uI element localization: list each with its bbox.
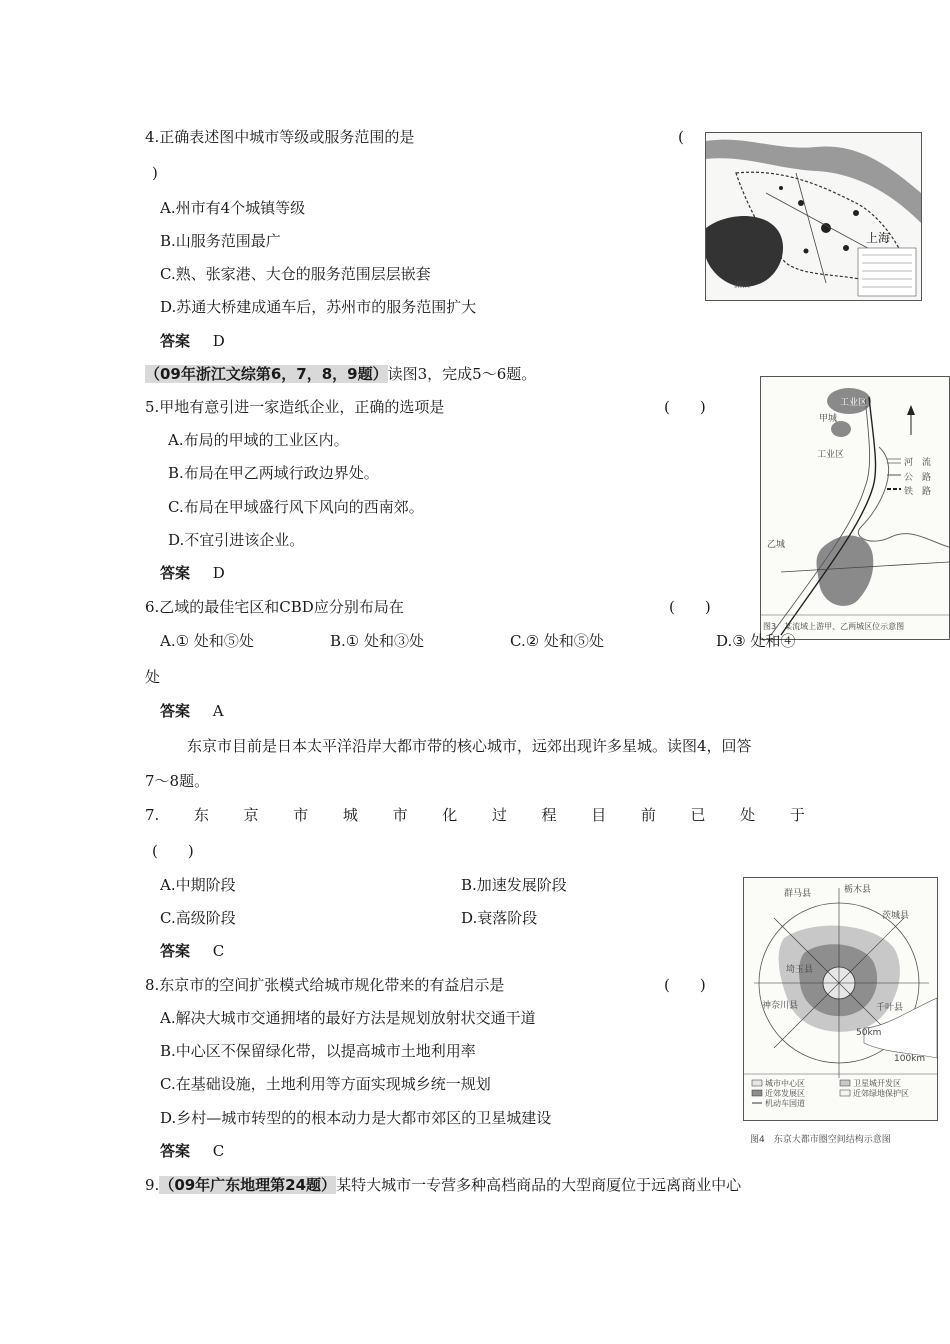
q5-option-a: A.布局的甲域的工业区内。 (168, 431, 349, 449)
q7-char: 处 (740, 806, 756, 824)
q6-option-d: D.③ 处和④ (716, 632, 796, 650)
q6-paren: ( ) (669, 598, 711, 616)
q8-option-b: B.中心区不保留绿化带，以提高城市土地利用率 (160, 1042, 476, 1060)
q7-char: 目 (591, 806, 607, 824)
q8-option-d: D.乡村—城市转型的的根本动力是大都市郊区的卫星城建设 (160, 1109, 552, 1127)
q7-option-b: B.加速发展阶段 (461, 876, 567, 894)
q7-answer (160, 941, 224, 961)
river-shape (706, 140, 921, 223)
q7-option-d: D.衰落阶段 (461, 909, 538, 927)
q7-char: 程 (541, 806, 557, 824)
q4-paren-close: ) (152, 164, 158, 182)
q6-option-c: C.② 处和⑤处 (510, 632, 604, 650)
answer-label: 答案 (160, 942, 191, 960)
q6-option-a: A.① 处和⑤处 (160, 632, 254, 650)
q4-option-b: B.山服务范围最广 (160, 232, 281, 250)
q7-char: 东 (193, 806, 209, 824)
intro-7-8-line1: 东京市目前是日本太平洋沿岸大都市带的核心城市，远郊出现许多星城。读图4，回答 (187, 737, 752, 755)
fig4-label-100km: 100km (894, 1054, 926, 1064)
q5-paren: ( ) (664, 398, 706, 416)
q8-option-a: A.解决大城市交通拥堵的最好方法是规划放射状交通干道 (160, 1009, 536, 1027)
lake-taihu (706, 216, 783, 287)
q7-char: 京 (243, 806, 259, 824)
city-dot (843, 245, 849, 251)
q4-option-c: C.熟、张家港、大仓的服务范围层层嵌套 (160, 265, 431, 283)
city-dot (853, 210, 859, 216)
legend-swatch (840, 1080, 850, 1086)
intro-5-6 (145, 364, 536, 384)
q7-char: 城 (342, 806, 358, 824)
suzhou-map (706, 133, 921, 300)
city-dot (779, 186, 783, 190)
q7-paren: ( ) (152, 842, 194, 860)
q7-option-c: C.高级阶段 (160, 909, 236, 927)
legend-swatch (752, 1090, 762, 1096)
fig4-legend-item: 城市中心区 (765, 1079, 805, 1088)
intro-7-8-line2: 7～8题。 (145, 772, 210, 790)
city-dot (821, 223, 831, 233)
map-label-lake: 湖泊 (734, 280, 750, 289)
source-tag: （09年浙江文综第6，7，8，9题） (145, 365, 388, 383)
answer-value: C (212, 942, 225, 960)
fig4-label-kanagawa: 神奈川县 (762, 1001, 799, 1011)
answer-value: A (212, 702, 224, 720)
q8-paren: ( ) (664, 976, 706, 994)
answer-value: D (212, 332, 225, 350)
q5-option-c: C.布局在甲域盛行风下风向的西南郊。 (168, 498, 424, 516)
figure-3-caption: 图3 某流域上游甲、乙两城区位示意图 (763, 622, 905, 631)
fig4-legend-item: 近郊发展区 (765, 1089, 805, 1098)
fig4-label-gunma: 群马县 (784, 889, 812, 899)
q5-option-d: D.不宜引进该企业。 (168, 531, 305, 549)
q5-stem: 5.甲地有意引进一家造纸企业，正确的选项是 (145, 398, 445, 416)
fig3-label-top: 工业区 (840, 398, 868, 408)
intro-text: 读图3，完成5～6题。 (387, 365, 537, 383)
q7-char: 已 (690, 806, 706, 824)
fig3-label-a: 甲城 (819, 414, 838, 424)
q4-option-d: D.苏通大桥建成通车后，苏州市的服务范围扩大 (160, 298, 477, 316)
answer-label: 答案 (160, 564, 191, 582)
q8-stem: 8.东京市的空间扩张模式给城市规化带来的有益启示是 (145, 976, 505, 994)
q4-option-a: A.州市有4个城镇等级 (160, 199, 306, 217)
answer-value: C (212, 1142, 225, 1160)
q8-answer (160, 1141, 224, 1161)
fig4-label-saitama: 埼玉县 (786, 965, 814, 975)
q5-option-b: B.布局在甲乙两域行政边界处。 (168, 464, 379, 482)
q7-char: 于 (789, 806, 805, 824)
q7-char: 前 (640, 806, 656, 824)
q6-option-d-tail: 处 (145, 668, 161, 686)
fig3-label-b: 乙城 (767, 540, 786, 550)
figure-4-caption: 图4 东京大都市圈空间结构示意图 (750, 1135, 891, 1145)
fig3-label-industry: 工业区 (817, 450, 845, 460)
fig4-label-tochigi: 栃木县 (844, 885, 872, 895)
q7-char: 市 (392, 806, 408, 824)
q9-stem (145, 1175, 741, 1195)
fig3-legend-rail: 铁 路 (904, 487, 932, 497)
answer-value: D (212, 564, 225, 582)
q7-option-a: A.中期阶段 (160, 876, 236, 894)
fig4-legend-item: 机动车国道 (765, 1099, 805, 1108)
q9-text: 某特大城市一专营多种高档商品的大型商厦位于远离商业中心 (336, 1176, 742, 1194)
fig3-legend-river: 河 流 (904, 458, 932, 468)
answer-label: 答案 (160, 1142, 191, 1160)
suzhou-map-figure (705, 132, 922, 301)
q6-stem: 6.乙域的最佳宅区和CBD应分别布局在 (145, 598, 404, 616)
answer-label: 答案 (160, 702, 191, 720)
city-dot (804, 249, 809, 254)
fig4-label-50km: 50km (856, 1028, 882, 1038)
fig3-legend-road: 公 路 (904, 473, 932, 483)
legend-swatch (840, 1090, 850, 1096)
q6-option-b: B.① 处和③处 (330, 632, 425, 650)
q7-char: 7. (145, 806, 160, 824)
q4-paren-open: ( (678, 128, 684, 146)
q6-answer (160, 701, 224, 721)
q9-number: 9. (145, 1176, 160, 1194)
q7-char: 化 (442, 806, 458, 824)
fig4-legend-item: 卫星城开发区 (853, 1079, 901, 1088)
figure-3-map (761, 377, 949, 639)
fig4-legend-item: 近郊绿地保护区 (853, 1089, 909, 1098)
q7-char: 市 (293, 806, 309, 824)
city-dot (798, 200, 804, 206)
q4-answer (160, 331, 225, 351)
figure-4 (743, 877, 938, 1121)
fig4-label-chiba: 千叶县 (876, 1003, 904, 1013)
legend-swatch (752, 1080, 762, 1086)
map-label-shanghai: 上海 (866, 231, 891, 245)
fig4-label-ibaraki: 茨城县 (882, 911, 910, 921)
answer-label: 答案 (160, 332, 191, 350)
q5-answer (160, 563, 225, 583)
figure-3 (760, 376, 950, 640)
q7-stem (145, 805, 805, 825)
q4-stem: 4.正确表述图中城市等级或服务范围的是 (145, 128, 415, 146)
q7-char: 过 (491, 806, 507, 824)
q8-option-c: C.在基础设施，土地利用等方面实现城乡统一规划 (160, 1075, 491, 1093)
source-tag: （09年广东地理第24题） (159, 1176, 337, 1194)
